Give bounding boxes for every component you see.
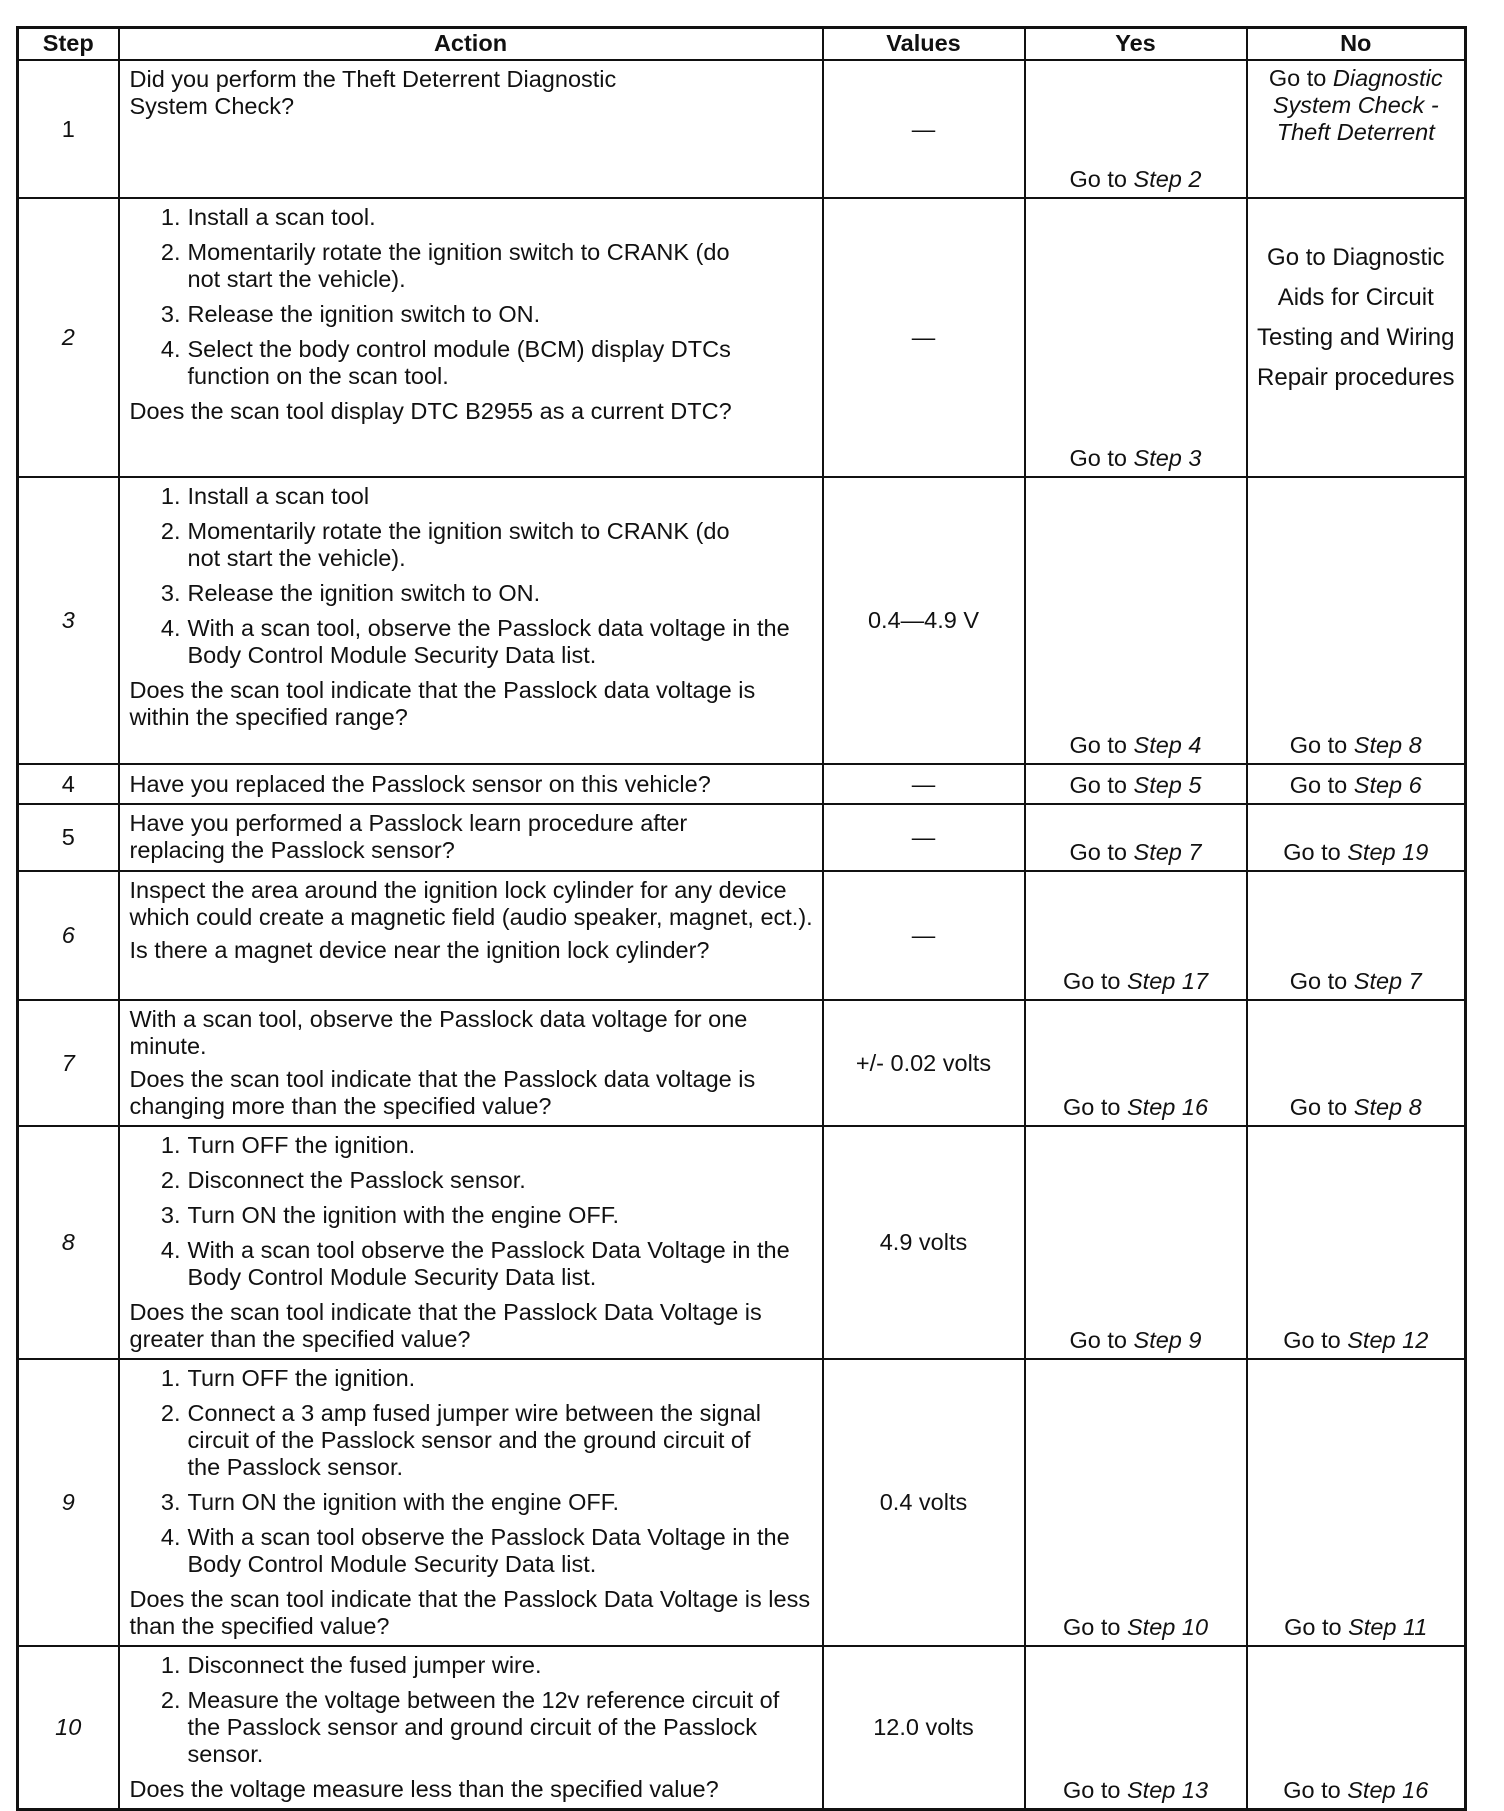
list-item: 1. Install a scan tool. xyxy=(160,204,376,230)
yes-step-ref: Step 16 xyxy=(1127,1094,1209,1120)
yes-step-ref: Step 13 xyxy=(1127,1777,1209,1803)
no-ref-line: Testing and Wiring xyxy=(1257,323,1455,351)
step-number: 8 xyxy=(18,1126,119,1359)
go-to-label: Go to xyxy=(1268,65,1327,91)
action-question: Does the scan tool display DTC B2955 as a current DTC? xyxy=(129,398,732,424)
no-cell xyxy=(1247,1646,1466,1810)
yes-step-ref: Step 2 xyxy=(1133,166,1202,192)
go-to-label: Go to xyxy=(1289,1094,1348,1120)
no-step-ref: Step 12 xyxy=(1347,1327,1429,1353)
action-cell xyxy=(119,198,823,477)
table-row xyxy=(18,871,1466,1000)
yes-cell xyxy=(1025,60,1247,198)
list-item: 2. Momentarily rotate the ignition switch to CRANK (do not start the vehicle). xyxy=(160,239,730,292)
no-step-ref: Step 7 xyxy=(1353,968,1422,994)
yes-step-ref: Step 5 xyxy=(1133,772,1202,798)
no-step-ref: Step 6 xyxy=(1353,772,1422,798)
go-to-label: Go to xyxy=(1289,968,1348,994)
action-question: Does the scan tool indicate that the Passlock Data Voltage is greater than the specified value? xyxy=(129,1299,762,1352)
list-item: 2. Connect a 3 amp fused jumper wire between the signal circuit of the Passlock sensor and the ground circuit of the Passlock sensor. xyxy=(160,1400,761,1480)
list-item: 2. Disconnect the Passlock sensor. xyxy=(160,1167,526,1193)
go-to-label: Go to xyxy=(1069,445,1127,471)
action-cell xyxy=(119,60,823,198)
table-row xyxy=(18,198,1466,477)
value-cell: — xyxy=(823,804,1025,871)
list-item: 4. With a scan tool observe the Passlock Data Voltage in the Body Control Module Security Data list. xyxy=(160,1237,790,1290)
header-step: Step xyxy=(18,28,119,61)
action-cell xyxy=(119,1000,823,1126)
table-row xyxy=(18,1359,1466,1646)
yes-cell xyxy=(1025,1646,1247,1810)
value-cell: 0.4 volts xyxy=(823,1359,1025,1646)
no-cell xyxy=(1247,198,1466,477)
action-question: Have you performed a Passlock learn procedure after replacing the Passlock sensor? xyxy=(129,810,688,863)
action-cell xyxy=(119,477,823,764)
step-number: 6 xyxy=(18,871,119,1000)
table-row xyxy=(18,60,1466,198)
header-yes: Yes xyxy=(1025,28,1247,61)
action-steps xyxy=(130,204,814,390)
header-values: Values xyxy=(823,28,1025,61)
go-to-label: Go to xyxy=(1069,839,1127,865)
action-question: Is there a magnet device near the ignition lock cylinder? xyxy=(129,937,710,963)
list-item: 4. With a scan tool observe the Passlock Data Voltage in the Body Control Module Security Data list. xyxy=(160,1524,790,1577)
list-item: 3. Release the ignition switch to ON. xyxy=(160,301,541,327)
go-to-label: Go to xyxy=(1283,839,1341,865)
action-steps xyxy=(130,1652,814,1768)
header-action: Action xyxy=(119,28,823,61)
diagnostic-table xyxy=(16,26,1467,1811)
no-cell xyxy=(1247,1359,1466,1646)
no-cell xyxy=(1247,1000,1466,1126)
yes-step-ref: Step 7 xyxy=(1133,839,1202,865)
list-item: 1. Disconnect the fused jumper wire. xyxy=(160,1652,542,1678)
yes-step-ref: Step 4 xyxy=(1133,732,1202,758)
go-to-label: Go to xyxy=(1283,1777,1341,1803)
no-cell xyxy=(1247,60,1466,198)
go-to-label: Go to xyxy=(1289,732,1348,758)
step-number: 7 xyxy=(18,1000,119,1126)
step-number: 10 xyxy=(18,1646,119,1810)
no-step-ref: Step 8 xyxy=(1353,1094,1422,1120)
action-question: Does the voltage measure less than the specified value? xyxy=(129,1776,719,1802)
action-steps xyxy=(130,1365,814,1578)
table-row xyxy=(18,804,1466,871)
action-question: Does the scan tool indicate that the Passlock data voltage is within the specified range? xyxy=(129,677,756,730)
go-to-label: Go to xyxy=(1069,1327,1127,1353)
table-row xyxy=(18,764,1466,804)
step-number: 5 xyxy=(18,804,119,871)
yes-cell xyxy=(1025,1359,1247,1646)
list-item: 3. Release the ignition switch to ON. xyxy=(160,580,541,606)
action-question: Does the scan tool indicate that the Passlock Data Voltage is less than the specified value? xyxy=(129,1586,811,1639)
list-item: 4. With a scan tool, observe the Passlock data voltage in the Body Control Module Security Data list. xyxy=(160,615,790,668)
go-to-label: Go to xyxy=(1062,1614,1121,1640)
action-cell xyxy=(119,1646,823,1810)
table-row xyxy=(18,477,1466,764)
action-cell xyxy=(119,804,823,871)
go-to-label: Go to xyxy=(1069,732,1127,758)
step-number: 9 xyxy=(18,1359,119,1646)
action-cell xyxy=(119,1359,823,1646)
go-to-label: Go to xyxy=(1283,1327,1341,1353)
list-item: 3. Turn ON the ignition with the engine OFF. xyxy=(160,1489,619,1515)
no-step-ref: Step 16 xyxy=(1347,1777,1429,1803)
no-ref-line: Aids for Circuit xyxy=(1277,283,1434,311)
yes-step-ref: Step 9 xyxy=(1133,1327,1202,1353)
action-cell xyxy=(119,764,823,804)
yes-cell xyxy=(1025,1000,1247,1126)
action-prompt: Inspect the area around the ignition lock cylinder for any device which could create a magnetic field (audio speaker, magnet, ect.). xyxy=(129,877,813,930)
value-cell: — xyxy=(823,871,1025,1000)
list-item: 1. Install a scan tool xyxy=(160,483,370,509)
yes-cell xyxy=(1025,477,1247,764)
step-number: 3 xyxy=(18,477,119,764)
table-row xyxy=(18,1126,1466,1359)
value-cell: — xyxy=(823,198,1025,477)
yes-step-ref: Step 17 xyxy=(1127,968,1209,994)
no-step-ref: Step 8 xyxy=(1353,732,1422,758)
no-step-ref: Step 19 xyxy=(1347,839,1429,865)
list-item: 1. Turn OFF the ignition. xyxy=(160,1365,416,1391)
value-cell: 4.9 volts xyxy=(823,1126,1025,1359)
value-cell: 12.0 volts xyxy=(823,1646,1025,1810)
action-steps xyxy=(130,1132,814,1291)
go-to-label: Go to xyxy=(1069,166,1127,192)
value-cell: 0.4—4.9 V xyxy=(823,477,1025,764)
step-number: 2 xyxy=(18,198,119,477)
diagnostic-table-wrapper xyxy=(16,26,1464,1811)
yes-cell xyxy=(1025,871,1247,1000)
no-step-ref: Step 11 xyxy=(1348,1614,1428,1640)
yes-step-ref: Step 3 xyxy=(1133,445,1202,471)
no-ref-line: Go to Diagnostic xyxy=(1267,243,1445,271)
no-cell xyxy=(1247,1126,1466,1359)
no-cell xyxy=(1247,477,1466,764)
value-cell: +/- 0.02 volts xyxy=(823,1000,1025,1126)
list-item: 3. Turn ON the ignition with the engine OFF. xyxy=(160,1202,619,1228)
go-to-label: Go to xyxy=(1284,1614,1342,1640)
action-steps xyxy=(130,483,814,669)
yes-step-ref: Step 10 xyxy=(1127,1614,1209,1640)
header-row xyxy=(18,28,1466,61)
go-to-label: Go to xyxy=(1289,772,1348,798)
value-cell: — xyxy=(823,60,1025,198)
step-number: 1 xyxy=(18,60,119,198)
no-cell xyxy=(1247,871,1466,1000)
go-to-label: Go to xyxy=(1062,1094,1121,1120)
action-prompt: Did you perform the Theft Deterrent Diagnostic System Check? xyxy=(129,66,617,119)
action-question: Does the scan tool indicate that the Passlock data voltage is changing more than the specified value? xyxy=(129,1066,756,1119)
table-row xyxy=(18,1646,1466,1810)
yes-cell xyxy=(1025,764,1247,804)
list-item: 2. Momentarily rotate the ignition switch to CRANK (do not start the vehicle). xyxy=(160,518,730,571)
step-number: 4 xyxy=(18,764,119,804)
no-cell xyxy=(1247,804,1466,871)
go-to-label: Go to xyxy=(1062,968,1121,994)
no-cell xyxy=(1247,764,1466,804)
no-step-ref: Diagnostic System Check - Theft Deterrent xyxy=(1272,65,1443,145)
action-question: Have you replaced the Passlock sensor on this vehicle? xyxy=(129,770,711,797)
list-item: 4. Select the body control module (BCM) display DTCs function on the scan tool. xyxy=(160,336,731,389)
value-cell: — xyxy=(823,764,1025,804)
action-cell xyxy=(119,871,823,1000)
action-prompt: With a scan tool, observe the Passlock data voltage for one minute. xyxy=(129,1006,748,1059)
table-row xyxy=(18,1000,1466,1126)
header-no: No xyxy=(1247,28,1466,61)
no-ref-line: Repair procedures xyxy=(1257,363,1455,391)
go-to-label: Go to xyxy=(1069,772,1127,798)
yes-cell xyxy=(1025,198,1247,477)
list-item: 1. Turn OFF the ignition. xyxy=(160,1132,416,1158)
list-item: 2. Measure the voltage between the 12v reference circuit of the Passlock sensor and ground circuit of the Passlock sensor. xyxy=(160,1687,780,1767)
yes-cell xyxy=(1025,1126,1247,1359)
action-cell xyxy=(119,1126,823,1359)
go-to-label: Go to xyxy=(1062,1777,1121,1803)
yes-cell xyxy=(1025,804,1247,871)
